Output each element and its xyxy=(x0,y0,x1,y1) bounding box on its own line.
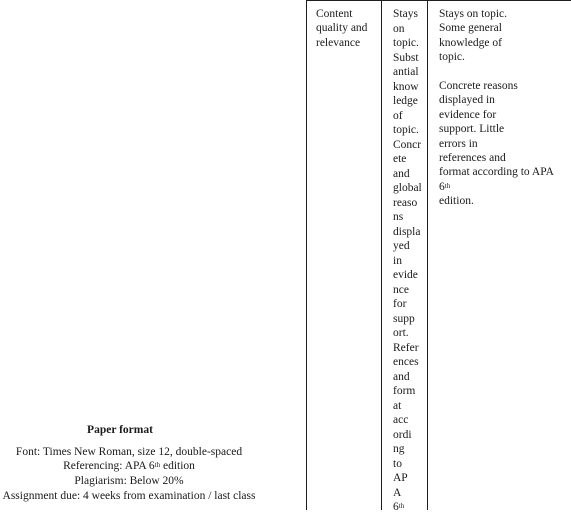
excellent-line: and xyxy=(393,370,410,383)
excellent-line: reaso xyxy=(393,196,418,209)
good-line: references and xyxy=(439,152,506,165)
excellent-line: Subst xyxy=(393,51,419,64)
good-line: Concrete reasons xyxy=(439,80,518,93)
referencing-prefix: Referencing: APA 6 xyxy=(63,460,155,472)
good-line: evidence for xyxy=(439,108,497,121)
excellent-line: in xyxy=(393,254,402,267)
excellent-line: ences xyxy=(393,356,419,368)
excellent-line: ort. xyxy=(393,327,409,339)
excellent-line: antial xyxy=(393,66,419,78)
excellent-line: yed xyxy=(393,240,410,252)
excellent-line: know xyxy=(393,80,419,93)
good-line: errors in xyxy=(439,137,478,150)
good-edition-sup: th xyxy=(444,181,451,190)
table-border-col1 xyxy=(381,0,382,510)
excellent-line: for xyxy=(393,298,407,310)
excellent-line: AP xyxy=(393,472,408,484)
excellent-line: ns xyxy=(393,211,404,223)
good-line-edition-num: 6th xyxy=(439,180,451,193)
excellent-line: of xyxy=(393,109,403,122)
good-line: support. Little xyxy=(439,123,505,136)
excellent-line: ledge xyxy=(393,95,418,107)
excellent-cell xyxy=(393,7,425,515)
excellent-line: ete xyxy=(393,153,407,165)
criterion-cell xyxy=(316,7,378,50)
paper-format-assignment-due: Assignment due: 4 weeks from examination / last class xyxy=(2,490,256,502)
good-line-edition-word: edition. xyxy=(439,195,474,208)
referencing-suffix: edition xyxy=(160,460,195,472)
paper-format-plagiarism: Plagiarism: Below 20% xyxy=(74,475,184,487)
excellent-line: topic. xyxy=(393,37,419,49)
good-line: Stays on topic. xyxy=(439,8,508,20)
excellent-line: 6th xyxy=(393,501,405,513)
excellent-line: form xyxy=(393,385,416,397)
excellent-line: Stays xyxy=(393,8,418,20)
excellent-line: global xyxy=(393,182,422,194)
good-cell xyxy=(439,7,567,209)
excellent-line: ordi xyxy=(393,428,412,441)
table-border-left xyxy=(306,0,307,510)
good-paragraph-2 xyxy=(439,79,567,209)
excellent-line: at xyxy=(393,399,402,412)
paper-format-font: Font: Times New Roman, size 12, double-spaced xyxy=(15,446,243,458)
excellent-line: topic. xyxy=(393,124,419,136)
good-line: displayed in xyxy=(439,94,495,107)
good-line: topic. xyxy=(439,51,465,64)
good-paragraph-1 xyxy=(439,7,567,65)
excellent-line: displa xyxy=(393,225,421,238)
excellent-line: Refer xyxy=(393,341,419,354)
table-border-col2 xyxy=(427,0,428,510)
excellent-line: A xyxy=(393,486,402,499)
excellent-line: Concr xyxy=(393,138,422,151)
excellent-line: evide xyxy=(393,269,418,281)
excellent-line: supp xyxy=(393,312,415,325)
paper-format-referencing xyxy=(0,459,258,474)
good-line: Some general xyxy=(439,22,502,35)
excellent-line: ng xyxy=(393,443,405,455)
paper-format-title: Paper format xyxy=(87,424,153,436)
excellent-line: to xyxy=(393,457,402,470)
criterion-text: Content quality and relevance xyxy=(316,8,368,49)
excellent-line: nce xyxy=(393,283,409,296)
good-line: knowledge of xyxy=(439,36,502,49)
good-line: format according to APA xyxy=(439,166,554,179)
excellent-line: acc xyxy=(393,414,409,426)
excellent-line: on xyxy=(393,22,405,35)
excellent-line: and xyxy=(393,167,410,180)
referencing-sup: th xyxy=(154,461,161,469)
table-border-top xyxy=(306,0,571,1)
excellent-sup: th xyxy=(398,502,405,510)
